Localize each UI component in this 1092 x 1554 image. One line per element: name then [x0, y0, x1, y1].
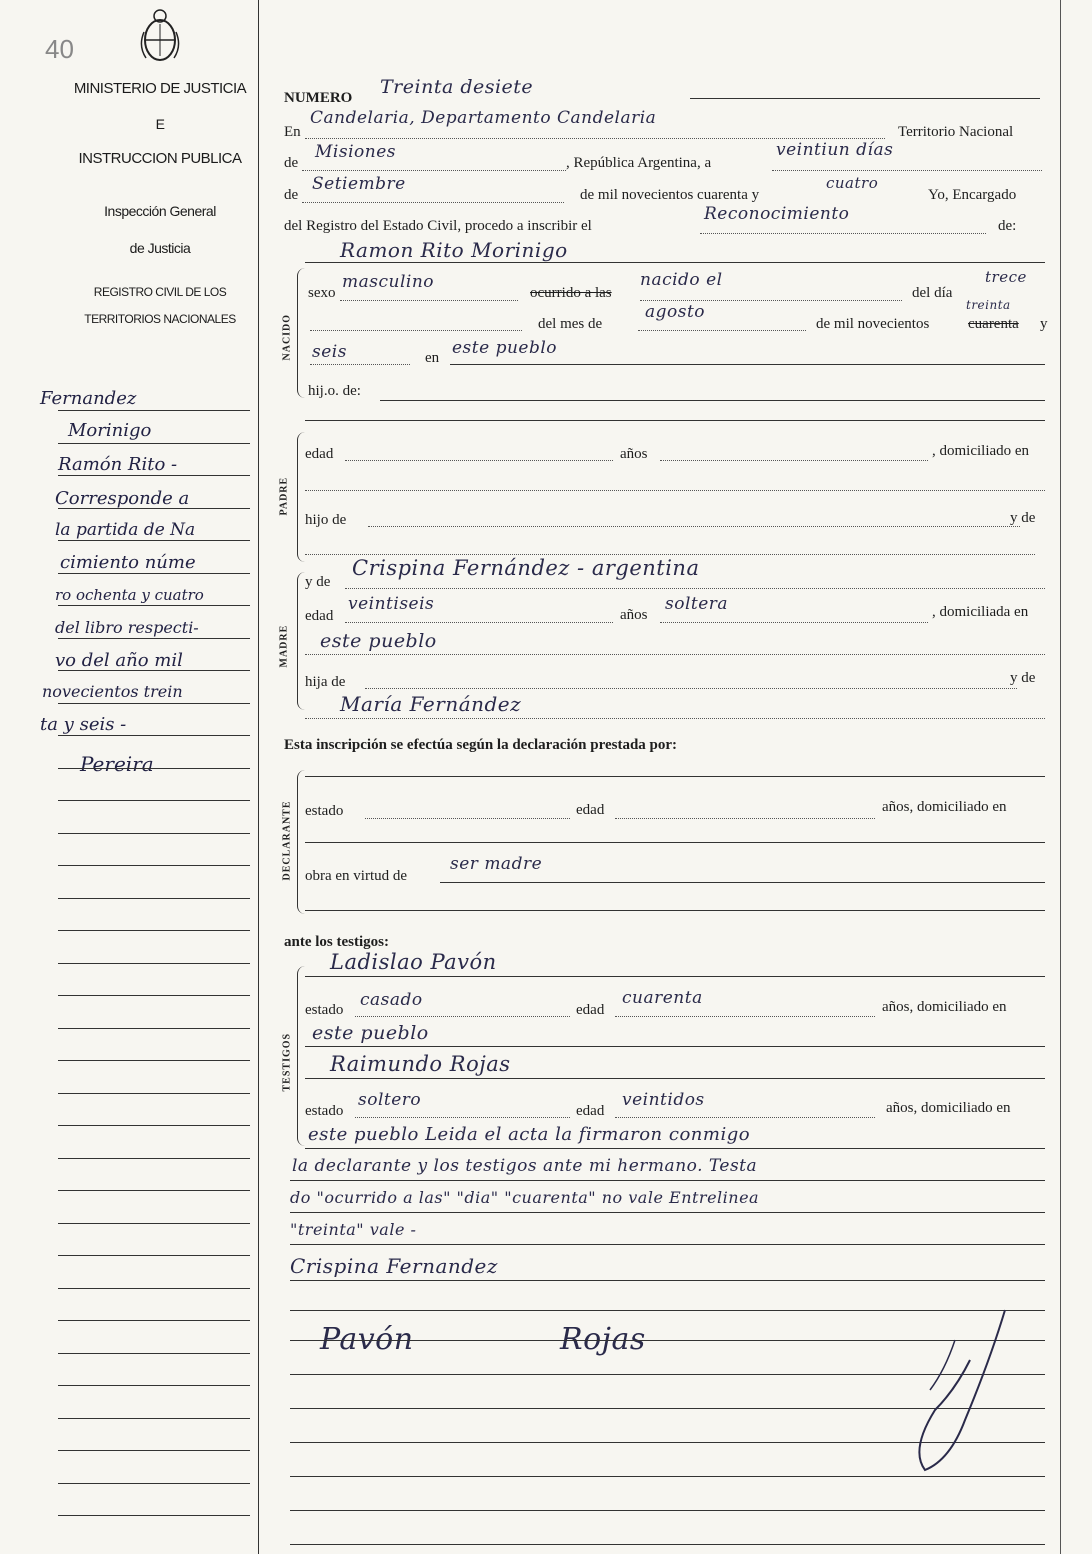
observation-line: este pueblo Leida el acta la firmaron conmigo: [308, 1124, 751, 1145]
field-testigo1-domicilio: este pueblo: [312, 1022, 429, 1044]
margin-line: [58, 865, 250, 866]
section-label-madre: MADRE: [278, 624, 290, 668]
label-del-mes: del mes de: [538, 316, 603, 332]
margin-line: [58, 410, 250, 411]
label-edad-t2: edad: [576, 1103, 605, 1119]
registry-subtitle: TERRITORIOS NACIONALES: [84, 312, 236, 326]
margin-line: [58, 1385, 250, 1386]
label-sexo: sexo: [308, 285, 336, 301]
margin-note-line: ro ochenta y cuatro: [55, 586, 204, 604]
field-anio-nac: seis: [312, 342, 347, 362]
line: [345, 622, 613, 623]
label-edad-t1: edad: [576, 1002, 605, 1018]
bracket-nacido: [297, 268, 306, 398]
line: [660, 622, 928, 623]
field-testigo1: Ladislao Pavón: [330, 950, 497, 974]
line: [615, 1117, 875, 1118]
margin-note-line: vo del año mil: [55, 650, 183, 671]
label-registro: del Registro del Estado Civil, procedo a inscribir el: [284, 218, 592, 234]
ministry-title: MINISTERIO DE JUSTICIA: [73, 80, 247, 97]
label-y-de-hija: y de: [1010, 670, 1036, 686]
margin-line: [58, 930, 250, 931]
field-lugar: este pueblo: [452, 338, 558, 358]
inspection-title: Inspección General: [104, 203, 216, 219]
field-mes: Setiembre: [312, 174, 406, 194]
line: [310, 330, 522, 331]
label-y-de-madre: y de: [305, 574, 331, 590]
margin-line: [58, 735, 250, 736]
field-numero: Treinta desiete: [380, 76, 534, 98]
line: [345, 588, 1045, 589]
line: [660, 460, 928, 461]
label-edad-padre: edad: [305, 446, 334, 462]
label-anos-madre: años: [620, 607, 648, 623]
field-anio: cuatro: [826, 174, 879, 192]
line: [290, 1280, 1045, 1281]
line: [310, 364, 410, 365]
margin-line: [58, 1060, 250, 1061]
label-ante-testigos: ante los testigos:: [284, 934, 389, 950]
margin-line: [58, 1158, 250, 1159]
observation-line: do "ocurrido a las" "dia" "cuarenta" no vale Entrelinea: [290, 1188, 760, 1207]
margin-line: [58, 1125, 250, 1126]
label-del-dia: del día: [912, 285, 953, 301]
line: [305, 138, 885, 139]
observation-line: "treinta" vale -: [290, 1220, 417, 1239]
margin-line: [58, 1515, 250, 1516]
field-nombre: Ramon Rito Morinigo: [340, 238, 568, 262]
label-de-mes: de: [284, 187, 299, 203]
label-republica: , República Argentina, a: [566, 155, 712, 171]
field-madre-edad: veintiseis: [348, 594, 435, 614]
section-label-declarante: DECLARANTE: [281, 800, 293, 881]
registry-title: REGISTRO CIVIL DE LOS: [93, 285, 227, 299]
line: [290, 1180, 1045, 1181]
label-de: de: [284, 155, 299, 171]
field-abuela: María Fernández: [340, 692, 522, 716]
label-anos-domiciliado-declarante: años, domiciliado en: [882, 799, 1007, 815]
label-inscripcion: Esta inscripción se efectúa según la declaración prestada por:: [284, 737, 678, 753]
margin-line: [58, 1223, 250, 1224]
margin-line: [58, 1093, 250, 1094]
margin-line: [58, 1353, 250, 1354]
line: [305, 1148, 1045, 1149]
margin-note-line: la partida de Na: [55, 520, 196, 540]
margin-line: [58, 1190, 250, 1191]
line: [365, 818, 570, 819]
label-y: y: [1040, 316, 1048, 332]
label-hijo-de-padre: hijo de: [305, 512, 347, 528]
margin-line: [58, 703, 250, 704]
field-localidad: Candelaria, Departamento Candelaria: [310, 108, 657, 128]
signature-testigo2: Rojas: [560, 1322, 646, 1357]
label-cuarenta-struck: cuarenta: [968, 316, 1019, 332]
section-label-padre: PADRE: [278, 476, 290, 516]
label-estado-t1: estado: [305, 1002, 344, 1018]
field-madre-estado: soltera: [665, 594, 729, 614]
margin-line: [58, 963, 250, 964]
margin-note-line: ta y seis -: [40, 714, 127, 735]
margin-note-line: Morinigo: [68, 420, 152, 441]
margin-line: [58, 1288, 250, 1289]
label-en: En: [284, 124, 301, 140]
margin-note-line: del libro respecti-: [55, 618, 199, 637]
margin-note-line: Fernandez: [40, 388, 137, 409]
field-mes-nac: agosto: [645, 302, 706, 322]
field-dia: trece: [985, 268, 1027, 286]
field-fecha-dia: veintiun días: [776, 140, 894, 160]
line: [440, 882, 1045, 883]
label-en-lugar: en: [425, 350, 440, 366]
field-territorio: Misiones: [315, 142, 396, 162]
line: [302, 202, 564, 203]
observation-line: la declarante y los testigos ante mi hermano. Testa: [292, 1156, 758, 1176]
label-edad-declarante: edad: [576, 802, 605, 818]
right-edge: [1060, 0, 1061, 1554]
margin-note-line: Corresponde a: [55, 488, 190, 509]
margin-divider: [258, 0, 259, 1554]
line: [355, 1016, 570, 1017]
margin-line: [58, 508, 250, 509]
label-territorio: Territorio Nacional: [898, 124, 1014, 140]
label-hijo-de: hij.o. de:: [308, 383, 361, 399]
label-ocurrido: ocurrido a las: [530, 285, 612, 301]
field-madre-nombre: Crispina Fernández - argentina: [352, 556, 700, 580]
margin-line: [58, 1418, 250, 1419]
field-sexo: masculino: [342, 272, 435, 292]
line: [690, 98, 1040, 99]
line: [305, 842, 1045, 843]
label-domiciliada-madre: , domiciliada en: [932, 604, 1029, 620]
label-de-colon: de:: [998, 218, 1017, 234]
field-acto: Reconocimiento: [704, 204, 850, 224]
label-y-de-padre: y de: [1010, 510, 1036, 526]
margin-line: [58, 768, 250, 769]
line: [305, 1046, 1045, 1047]
ministry-subtitle: INSTRUCCION PUBLICA: [78, 150, 242, 167]
line: [305, 490, 1045, 491]
margin-line: [58, 1028, 250, 1029]
margin-note-line: Ramón Rito -: [58, 454, 178, 475]
margin-line: [58, 670, 250, 671]
label-estado-declarante: estado: [305, 803, 344, 819]
margin-signature: Pereira: [80, 752, 154, 776]
section-label-testigos: TESTIGOS: [281, 1032, 293, 1092]
line: [340, 300, 518, 301]
line: [450, 364, 1045, 365]
line: [345, 460, 613, 461]
line: [615, 818, 875, 819]
label-mil-nov: de mil novecientos: [816, 316, 930, 332]
line: [305, 1078, 1045, 1079]
line: [305, 976, 1045, 977]
line: [305, 910, 1045, 911]
label-mil-novecientos: de mil novecientos cuarenta y: [580, 187, 760, 203]
line: [305, 554, 1035, 555]
line: [305, 776, 1045, 777]
field-testigo2-edad: veintidos: [622, 1090, 705, 1110]
registrar-signature: [895, 1300, 1035, 1480]
line: [772, 170, 1042, 171]
line: [305, 718, 1045, 719]
field-testigo1-edad: cuarenta: [622, 988, 703, 1008]
field-testigo2-estado: soltero: [358, 1090, 422, 1110]
line: [355, 1117, 570, 1118]
margin-line: [58, 995, 250, 996]
line: [368, 526, 1020, 527]
field-testigo2: Raimundo Rojas: [330, 1052, 511, 1076]
margin-line: [58, 1450, 250, 1451]
margin-line: [58, 833, 250, 834]
bottom-line: [290, 1510, 1045, 1511]
field-testigo1-estado: casado: [360, 990, 423, 1010]
margin-line: [58, 475, 250, 476]
margin-line: [58, 1255, 250, 1256]
label-estado-t2: estado: [305, 1103, 344, 1119]
field-obra: ser madre: [450, 854, 543, 874]
line: [290, 1244, 1045, 1245]
line: [305, 654, 1045, 655]
field-madre-domicilio: este pueblo: [320, 630, 437, 652]
margin-line: [58, 638, 250, 639]
signature-testigo1: Pavón: [320, 1322, 414, 1357]
coat-of-arms-icon: [138, 6, 182, 66]
inspection-subtitle: de Justicia: [129, 240, 191, 256]
margin-line: [58, 1483, 250, 1484]
label-domiciliado-padre: , domiciliado en: [932, 443, 1030, 459]
margin-note-line: novecientos trein: [42, 682, 183, 701]
line: [615, 1016, 875, 1017]
label-numero: NUMERO: [284, 90, 353, 106]
margin-line: [58, 1320, 250, 1321]
margin-line: [58, 800, 250, 801]
line: [305, 262, 1045, 263]
margin-line: [58, 605, 250, 606]
line: [638, 330, 806, 331]
line: [640, 300, 902, 301]
line: [700, 233, 986, 234]
margin-line: [58, 898, 250, 899]
label-anos-domiciliado-t2: años, domiciliado en: [886, 1100, 1011, 1116]
label-hija-de: hija de: [305, 674, 346, 690]
label-anos-domiciliado-t1: años, domiciliado en: [882, 999, 1007, 1015]
signature-declarante: Crispina Fernandez: [290, 1254, 498, 1278]
line: [380, 400, 1045, 401]
field-treinta-interlined: treinta: [966, 298, 1011, 312]
margin-line: [58, 573, 250, 574]
line: [302, 170, 566, 171]
label-anos-padre: años: [620, 446, 648, 462]
bottom-line: [290, 1544, 1045, 1545]
ministry-title-e: E: [155, 116, 165, 132]
line: [305, 420, 1045, 421]
label-obra: obra en virtud de: [305, 868, 408, 884]
line: [290, 1212, 1045, 1213]
margin-line: [58, 443, 250, 444]
field-ocurrido: nacido el: [640, 270, 723, 290]
margin-note-line: cimiento núme: [60, 552, 196, 573]
section-label-nacido: NACIDO: [281, 313, 293, 361]
label-edad-madre: edad: [305, 608, 334, 624]
page-number: 40: [45, 34, 74, 64]
line: [365, 688, 1017, 689]
label-yo-encargado: Yo, Encargado: [928, 187, 1017, 203]
margin-line: [58, 540, 250, 541]
